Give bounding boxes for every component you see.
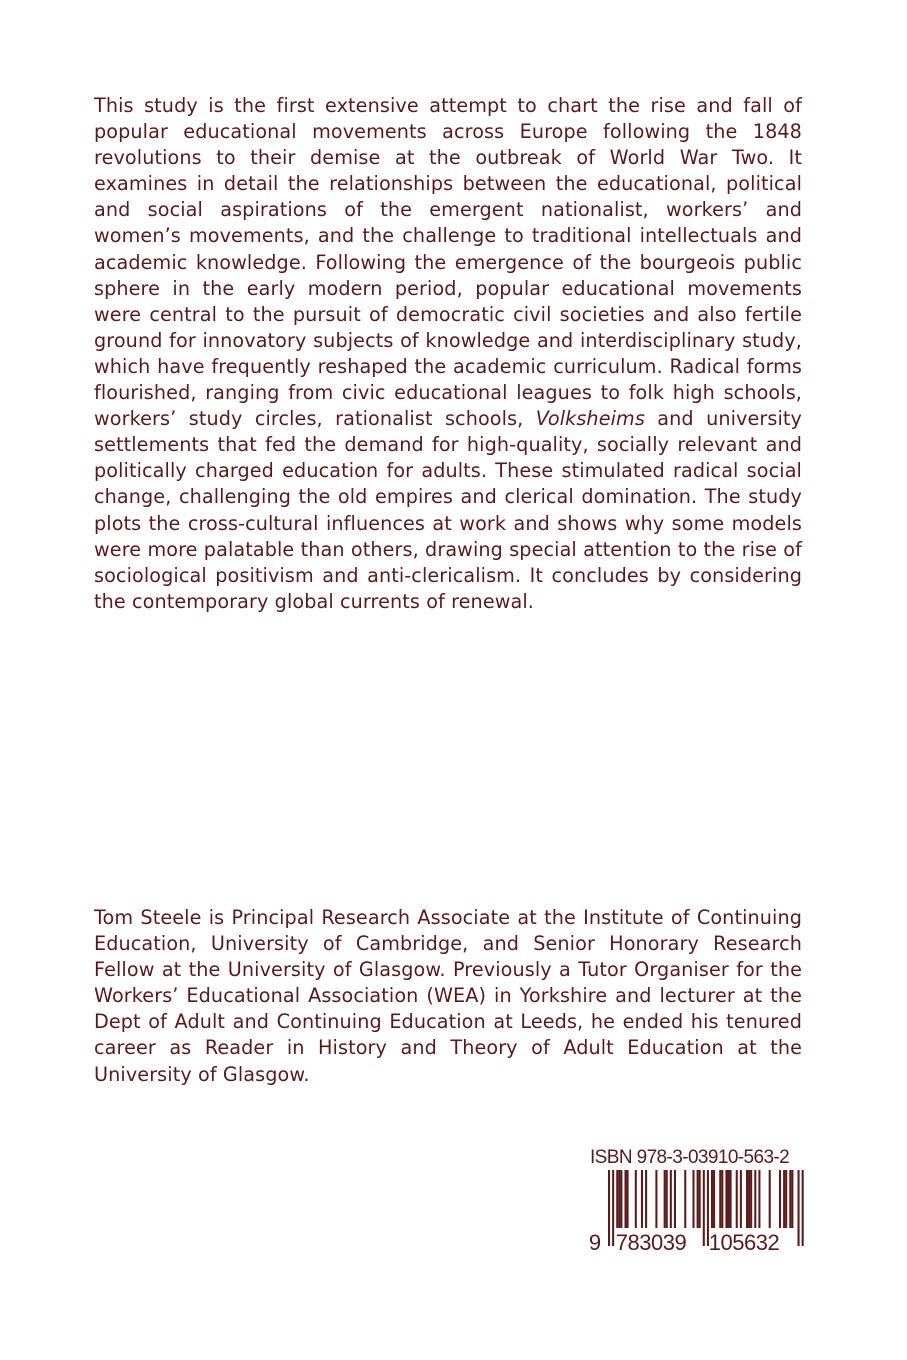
- barcode-bar: [699, 1170, 701, 1228]
- barcode-bar: [666, 1170, 668, 1228]
- barcode-bar: [727, 1170, 729, 1228]
- barcode-bar: [740, 1170, 742, 1228]
- barcode-bar: [750, 1170, 752, 1228]
- barcode-bar: [789, 1170, 791, 1228]
- isbn-barcode: [588, 1170, 806, 1266]
- barcode-bar: [748, 1170, 750, 1228]
- barcode-bar: [616, 1170, 618, 1228]
- barcode-guard-bar: [608, 1170, 610, 1246]
- book-description: [94, 93, 802, 615]
- barcode-bar: [674, 1170, 676, 1228]
- barcode-guard-bar: [703, 1170, 705, 1246]
- barcode-right-digits: 105632: [708, 1230, 780, 1255]
- barcode-bar: [754, 1170, 756, 1228]
- barcode-guard-bar: [612, 1170, 614, 1246]
- barcode-bar: [746, 1170, 748, 1228]
- barcode-bar: [779, 1170, 781, 1228]
- barcode-bar: [655, 1170, 657, 1228]
- description-italic-term: Volksheims: [535, 407, 645, 431]
- barcode-bar: [645, 1170, 647, 1228]
- author-bio: Tom Steele is Principal Research Associate at the Institute of Continuing Education, University of Cambridge, and Senior Honorary Research Fellow at the University of Glasgow. Previously a Tutor Organiser for the Workers’ Educational Association (WEA) in Yorkshire and lecturer at the Dept of Adult and Continuing Education at Leeds, he ended his tenured career as Reader in History and Theory of Adult Education at the University of Glasgow.: [94, 906, 802, 1086]
- barcode-bar: [692, 1170, 694, 1228]
- barcode-guard-bar: [798, 1170, 800, 1246]
- barcode-bar: [719, 1170, 721, 1228]
- description-text-part-1: This study is the first extensive attempt to chart the rise and fall of popular educational movements across Europe following the 1848 revolutions to their demise at the outbreak of World War Two. It examines in detail the relationships between the educational, political and social aspirations of the emergent nationalist, workers’ and women’s movements, and the challenge to traditional intellectuals and academic knowledge. Following the emergence of the bourgeois public sphere in the early modern period, popular educational movements were central to the pursuit of democratic civil societies and also fertile ground for innovatory subjects of knowledge and interdisciplinary study, which have frequently reshaped the academic curriculum. Radical forms flourished, ranging from civic educational leagues to folk high schools, workers’ study circles, rationalist schools,: [94, 94, 802, 431]
- barcode-bar: [620, 1170, 622, 1228]
- barcode-bar: [664, 1170, 666, 1228]
- barcode-bar: [697, 1170, 699, 1228]
- barcode-bar: [635, 1170, 637, 1228]
- barcode-first-digit: 9: [588, 1230, 602, 1255]
- barcode-bar: [624, 1170, 626, 1228]
- barcode-graphic: [588, 1170, 806, 1266]
- isbn-label: ISBN 978-3-03910-563-2: [590, 1147, 790, 1168]
- barcode-bar: [713, 1170, 715, 1228]
- barcode-bar: [670, 1170, 672, 1228]
- barcode-bar: [618, 1170, 620, 1228]
- barcode-bar: [725, 1170, 727, 1228]
- barcode-bar: [758, 1170, 760, 1228]
- barcode-bar: [711, 1170, 713, 1228]
- description-text-part-2: and university settlements that fed the demand for high-quality, socially relevant and politically charged education for adults. These stimulated radical social change, challenging the old empires and clerical domination. The study plots the cross-cultural influences at work and shows why some models were more palatable than others, drawing special attention to the rise of sociological positivism and anti-clericalism. It concludes by considering the contemporary global currents of renewal.: [94, 407, 802, 613]
- barcode-bar: [684, 1170, 686, 1228]
- barcode-bar: [769, 1170, 771, 1228]
- barcode-bar: [783, 1170, 785, 1228]
- barcode-bar: [736, 1170, 738, 1228]
- barcode-bar: [785, 1170, 787, 1228]
- barcode-bar: [721, 1170, 723, 1228]
- barcode-left-digits: 783039: [615, 1230, 687, 1255]
- barcode-bar: [627, 1170, 629, 1228]
- barcode-bar: [730, 1170, 732, 1228]
- barcode-bar: [641, 1170, 643, 1228]
- barcode-bar: [791, 1170, 793, 1228]
- barcode-guard-bar: [802, 1170, 804, 1246]
